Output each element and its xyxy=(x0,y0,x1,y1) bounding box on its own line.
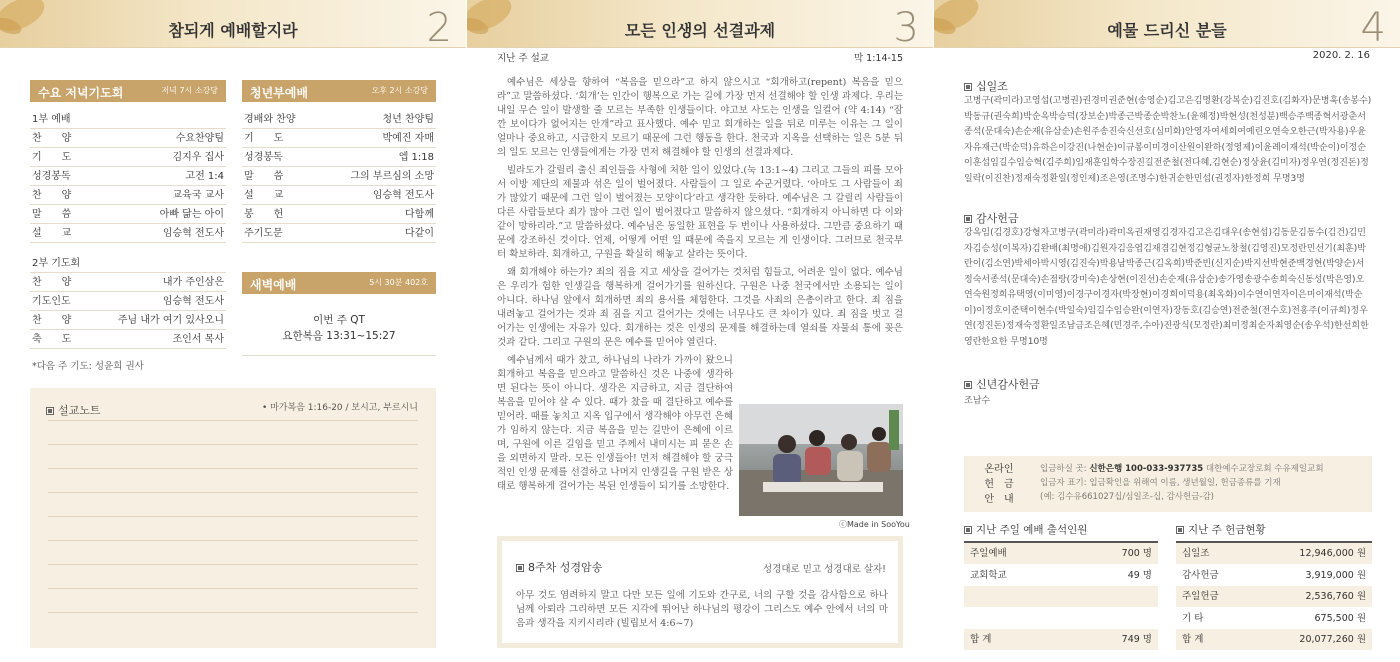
note-line xyxy=(48,468,418,469)
page-title: 참되게 예배할지라 xyxy=(168,21,298,40)
bullet-square-icon xyxy=(964,83,972,91)
attendance-table xyxy=(964,522,1158,651)
list-item: 말 씀 그의 부르심의 소망 xyxy=(242,167,436,186)
dawn-service-header xyxy=(242,272,436,294)
scripture-reference: 막 1:14-15 xyxy=(853,53,903,64)
note-line xyxy=(48,564,418,565)
note-line xyxy=(48,612,418,613)
wednesday-service-header xyxy=(30,80,226,102)
memory-verse: 아무 것도 염려하지 말고 다만 모든 일에 기도와 간구로, 너의 구할 것을 감사함으로 하나님께 아뢰라 그리하면 모든 지각에 뛰어난 하나님의 평강이 그리스도 예수 안에서 너의 마음과 생각을 지키시리라 (빌립보서 4:6~7) xyxy=(516,590,888,629)
bullet-square-icon xyxy=(964,526,972,534)
note-line xyxy=(48,588,418,589)
photo-caption: ⓒMade in SooYou xyxy=(839,520,910,529)
table-row: 주일헌금 2,536,760 원 xyxy=(1176,586,1372,608)
offering-summary-heading: 지난 주 헌금현황 xyxy=(1176,522,1372,537)
page-header-band xyxy=(467,0,933,51)
account-info: 입금하실 곳: 신한은행 100-033-937735 대한예수교장로회 수유제일교회 입금자 표기: 입금확인을 위해여 이름, 생년월일, 헌금종류를 기재 (예: 김수유661027십/심일조-십, 감사헌금-감) xyxy=(1040,464,1324,502)
list-item: 설 교 임승혁 전도사 xyxy=(30,224,226,243)
page-number: 2 xyxy=(426,5,452,51)
bullet-square-icon xyxy=(1176,526,1184,534)
list-item: 성경봉독 고전 1:4 xyxy=(30,167,226,186)
section-title: 새벽예배 xyxy=(250,278,297,292)
table-row: 기 타 675,500 원 xyxy=(1176,608,1372,630)
offering-summary-table xyxy=(1176,522,1372,651)
page-number: 3 xyxy=(893,5,919,51)
bulletin-page-4 xyxy=(934,0,1400,662)
bullet-square-icon xyxy=(964,215,972,223)
table-row xyxy=(964,586,1158,608)
sermon-paragraph: 왜 회개해야 하는가? 죄의 짐을 지고 세상을 걸어가는 것처럼 힘들고, 어려운 일이 없다. 예수님은 우리가 험한 인생길을 행복하게 걸어가기를 원하신다. 구원은 나중 천국에서만 소용되는 일이 아니다. 하나님 앞에서 회개하면 죄의 용서를 체험한다. 그것을 사죄의 은총이라고 한다. 죄 짐을 내려놓고 걸어가는 것과 죄 짐을 지고 걸어가는 것에는 너무나도 큰 차이가 있다. 죄 짐을 벗고 걸어가는 인생에는 자유가 있다. 회개하는 것은 인생의 문제를 해결하는데 열쇠를 자물쇠 통에 꽂은 것과 같다. 그리고 구원의 문은 예수를 믿어야 열린다. xyxy=(497,267,903,348)
sermon-paragraph: 예수님께서 때가 찼고, 하나님의 나라가 가까이 왔으니 회개하고 복음을 믿으라고 말씀하신 것은 나중에 생각하면 된다는 뜻이 아니다. 생각은 지금하고, 지금 결단하여 복음을 믿어야 살 수 있다. 때가 찼을 때 결단하고 예수를 믿어라. 때를 놓치고 지옥 입구에서 생각해야 아무런 은혜가 임하지 않는다. 지금 복음을 믿는 길만이 은혜에 이르며, 구원에 이른 길임을 믿고 주께서 내미시는 피 묻은 손을 외면하지 말라. 모든 인생들아! 먼저 해결해야 할 궁극적인 인생 문제를 선결하고 나머지 인생길을 구원 받은 상태로 행복하게 걸어가는 복된 인생들이 되기를 소망한다. xyxy=(497,355,733,492)
notes-reference: • 마가복음 1:16-20 / 보시고, 부르시니 xyxy=(261,403,418,413)
thanks-offering-names: 강옥임(김경호)강형자고병구(곽미라)곽미옥권재영김경자김고은김대우(송현섭)김동문김동수(김건)김민자김승성(이복자)김완배(최명애)김원자김응엽김재겸김현정김형균노창철(김영진)모정란민선기(최훈)박란이(김소연)박세아박시영(김진숙)박용남박종근(김옥희)박준빈(신지순)박지선박현준백경현(박양순)서정숙서종석(문대숙)손점랑(강미숙)손상현(이진선)손순재(유삼순)송가영송광수송희숙신동성(박은영)오연숙원정희유택영(이미영)이경구이경자(박장현)이경희이덕용(최옥화)이수연이연자이은미이재석(박순이)이정호이준택이현수(박일숙)임길수임승완(이연자)장동호(김승연)전준철(전수호)전홍주(이규희)정우연(정진돈)정재숙정환일조남금조은혜(민경주,수아)진광식(모정란)최미정최순자최영순(송우석)한선희한영란한요한 무명10명 xyxy=(964,228,1369,347)
note-line xyxy=(48,516,418,517)
section-time: 5시 30분 402호 xyxy=(369,278,428,287)
sermon-paragraph: 예수님은 세상을 향하여 “복음을 믿으라”고 하지 않으시고 “회개하고(repent) 복음을 믿으라”고 말씀하셨다. ‘회개’는 인간이 행복으로 가는 길에 가장 먼저 선결해야 할 인생 과제다. 우리는 내일 무슨 일이 발생할 줄 모르는 부족한 인생들이다. 야고보 사도는 인생을 일컬어 (약 4:14) “잠깐 보이다가 없어지는 안개”라고 표사했다. 예수 믿고 회개하는 일을 뒤로 미루는 이유는 그 일이 얼마나 중요하고, 시급한지 모르기 때문에 그런 행동을 한다. 천국과 지옥을 선택하는 일은 5분 뒤의 일도 모르는 인생들에게는 가장 먼저 해결해야 할 인생의 선결과제다. xyxy=(497,77,903,158)
section-title: 청년부예배 xyxy=(250,86,308,100)
bullet-square-icon xyxy=(46,407,54,415)
last-sermon-label: 지난 주 설교 xyxy=(497,53,549,64)
table-row-total: 합 계 20,077,260 원 xyxy=(1176,629,1372,651)
thanks-offering-heading: 감사헌금 xyxy=(964,210,1019,226)
page-header-band xyxy=(934,0,1400,51)
list-item: 찬 양 교육국 교사 xyxy=(30,186,226,205)
note-line xyxy=(48,540,418,541)
people-photo-illustration xyxy=(739,404,903,516)
list-item: 성경봉독 엡 1:18 xyxy=(242,148,436,167)
next-prayer-note: *다음 주 기도: 성윤희 권사 xyxy=(32,361,144,372)
online-offering-info xyxy=(964,456,1372,512)
note-line xyxy=(48,444,418,445)
tithe-heading: 십일조 xyxy=(964,78,1008,94)
list-item: 축 도 조인서 목사 xyxy=(30,330,226,349)
part-label: 2부 기도회 xyxy=(30,254,226,273)
list-item: 찬 양 내가 주인삼은 xyxy=(30,273,226,292)
memory-title: 8주차 성경암송 xyxy=(516,559,602,575)
table-row: 주일예배 700 명 xyxy=(964,543,1158,565)
note-line xyxy=(48,420,418,421)
table-row: 십일조 12,946,000 원 xyxy=(1176,543,1372,565)
note-line xyxy=(48,492,418,493)
attendance-heading: 지난 주일 예배 출석인원 xyxy=(964,522,1158,537)
youth-order-list xyxy=(242,110,436,243)
section-title: 수요 저녁기도회 xyxy=(38,86,124,100)
qt-reference: 요한복음 13:31~15:27 xyxy=(282,330,396,342)
section-time: 저녁 7시 소강당 xyxy=(161,86,218,95)
sermon-paragraph: 빌라도가 갈릴리 출신 죄인들을 사형에 처한 일이 있었다.(눅 13:1~4) 그리고 그들의 피를 모아서 이방 제단의 제물과 섞은 일이 벌어졌다. 사람들이 그 일로 수군거렸다. ‘아마도 그 사람들이 죄가 많았기 때문에 그런 일이 벌어졌는 모양이다’라고 생각한 듯하다. 예수님은 그 갈릴리 사람들이 다른 사람들보다 죄가 많아 그런 일이 벌어졌다고 말씀하지 않으셨다. “회개하지 아니하면 다 이와 같이 망하리라.”고 말씀하셨다. 예수님은 동일한 표현을 두 번이나 사용하셨다. 그만큼 중요하기 때문에 강조하신 것이다. 언제, 어떻게 어떤 일 때문에 죽을지 모르는 게 인생이다. 그러므로 천국부터 확보하라. 회개하고, 구원을 확실히 해놓고 살라는 뜻이다. xyxy=(497,165,903,260)
list-item: 주기도문 다같이 xyxy=(242,224,436,243)
list-item: 기 도 박예진 자매 xyxy=(242,129,436,148)
bulletin-date: 2020. 2. 16 xyxy=(1312,50,1370,61)
page-number: 4 xyxy=(1360,5,1386,51)
sermon-photo xyxy=(739,404,903,516)
table-row: 감사헌금 3,919,000 원 xyxy=(1176,565,1372,587)
table-row xyxy=(964,608,1158,630)
page-header-band xyxy=(0,0,466,51)
list-item: 찬 양 주님 내가 여기 있사오니 xyxy=(30,311,226,330)
bullet-square-icon xyxy=(516,564,524,572)
memory-subtitle: 성경대로 믿고 성경대로 살자! xyxy=(763,564,886,575)
qt-label: 이번 주 QT xyxy=(313,314,365,326)
list-item: 기 도 김지우 집사 xyxy=(30,148,226,167)
newyear-offering-heading: 신년감사헌금 xyxy=(964,376,1040,392)
table-row: 교회학교 49 명 xyxy=(964,565,1158,587)
newyear-offering-names: 조남수 xyxy=(964,396,991,406)
page-title: 예물 드리신 분들 xyxy=(1107,21,1227,40)
notes-label: 설교노트 xyxy=(46,402,101,418)
list-item: 말 씀 아빠 닮는 아이 xyxy=(30,205,226,224)
part-label: 1부 예배 xyxy=(30,110,226,129)
bullet-square-icon xyxy=(964,381,972,389)
qt-box xyxy=(242,296,436,356)
list-item: 찬 양 수요찬양팀 xyxy=(30,129,226,148)
tithe-names: 고병구(곽미라)고영섭(고병권)권경미권준현(송영순)김고은김명환(강복순)김진호(김화자)문병훅(송봉수)박동규(권숙희)박순옥박승덕(장보순)박종근박종순박찬노(윤혜정)박현성(천성분)백승주백종혁서광춘서종석(문대숙)손순재(유삼순)손원주송진숙신선호(심미화)안영자여세희여예린오연숙오한근(박자용)우윤자유재근(박순덕)유하은이강진(나현순)이규봉이미경이산원이완하(정영제)이윤례이재석(박순이)이정순이훈섭임길수임승혁(김주희)임재훈임학수장진길전준철(전다혜,김현순)정상윤(김미자)정우연(정진돈)정일락(이진찬)정재숙정환일(정인제)조은영(조명수)한귀순한민섭(권정자)한정희 무명3명 xyxy=(964,96,1372,184)
memory-verse-box xyxy=(497,536,903,648)
bulletin-page-3 xyxy=(467,0,933,662)
online-label: 온라인 헌 금 안 내 xyxy=(984,464,1014,505)
page-title: 모든 인생의 선결과제 xyxy=(624,21,776,40)
bulletin-page-2 xyxy=(0,0,466,662)
wednesday-order-list xyxy=(30,110,226,349)
list-item: 설 교 임승혁 전도사 xyxy=(242,186,436,205)
list-item: 경배와 찬양 청년 찬양팀 xyxy=(242,110,436,129)
sermon-meta xyxy=(497,50,903,64)
table-row-total: 합 계 749 명 xyxy=(964,629,1158,651)
section-time: 오후 2시 소강당 xyxy=(371,86,428,95)
bank-account: 신한은행 100-033-937735 xyxy=(1089,464,1204,474)
youth-service-header xyxy=(242,80,436,102)
sermon-notes-box xyxy=(30,388,436,648)
list-item: 기도인도 임승혁 전도사 xyxy=(30,292,226,311)
list-item: 봉 헌 다함께 xyxy=(242,205,436,224)
